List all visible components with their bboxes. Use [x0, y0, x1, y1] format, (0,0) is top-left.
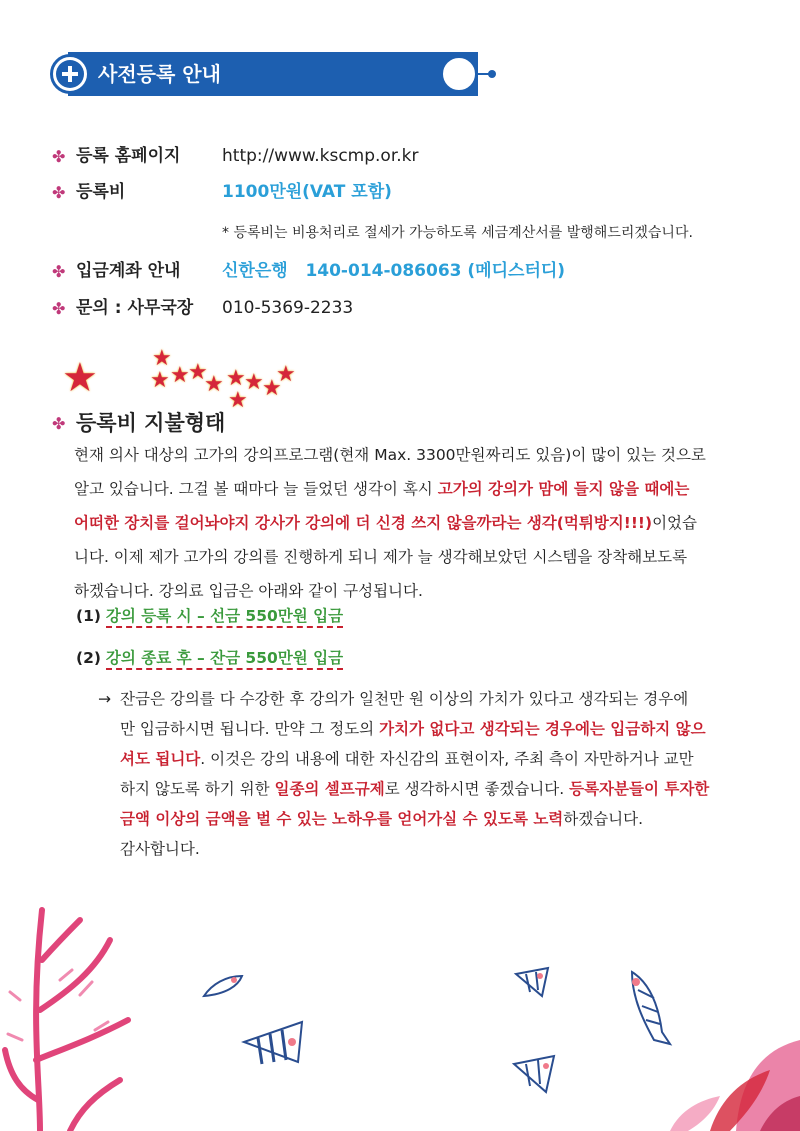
note-text: 잔금은 강의를 다 수강한 후 강의가 일천만 원 이상의 가치가 있다고 생각되는 경우에: [120, 690, 689, 708]
fish-icon: [198, 966, 246, 1004]
payment-item: [76, 604, 343, 628]
note-line: [120, 684, 688, 714]
header-node-dot: [488, 70, 496, 78]
coral-icon: [0, 900, 140, 1131]
payment-item: [76, 646, 343, 670]
item-number: (1): [76, 607, 101, 625]
homepage-label: 등록 홈페이지: [76, 146, 181, 166]
header-node-icon: [440, 55, 478, 93]
homepage-link[interactable]: http://www.kscmp.or.kr: [222, 146, 419, 166]
note-text: 하지 않도록 하기 위한: [120, 780, 275, 798]
paragraph-text: 이었습: [652, 514, 697, 532]
clover-bullet-icon: ✤: [52, 147, 66, 166]
item-number: (2): [76, 649, 101, 667]
paragraph-text: 하겠습니다. 강의료 입금은 아래와 같이 구성됩니다.: [74, 582, 423, 600]
clover-bullet-icon: ✤: [52, 299, 66, 318]
note-line: [120, 744, 694, 774]
clover-bullet-icon: ✤: [52, 414, 66, 433]
contact-label: 문의 : 사무국장: [76, 298, 194, 318]
arrow-icon: →: [98, 690, 111, 708]
star-icon: ★: [226, 366, 246, 391]
highlight-text: 가치가 없다고 생각되는 경우에는 입금하지 않으: [379, 720, 706, 738]
note-line: [120, 714, 706, 744]
clover-bullet-icon: ✤: [52, 183, 66, 202]
note-text: 로 생각하시면 좋겠습니다.: [384, 780, 570, 798]
fish-icon: [510, 1050, 558, 1096]
note-line: [120, 774, 709, 804]
fish-icon: [512, 964, 552, 1000]
note-text: 만 입금하시면 됩니다. 만약 그 정도의: [120, 720, 380, 738]
coral-icon: [640, 1020, 800, 1131]
highlight-text: 일종의 셀프규제: [274, 780, 385, 798]
paragraph-line: [74, 472, 754, 506]
star-icon: ★: [188, 360, 208, 385]
star-icon: ★: [152, 346, 172, 371]
account-label: 입금계좌 안내: [76, 261, 181, 281]
star-icon: ★: [62, 355, 98, 401]
highlight-text: 고가의 강의가 맘에 들지 않을 때에는: [437, 480, 690, 498]
highlight-text: 등록자분들이 투자한: [569, 780, 710, 798]
item-text: 강의 등록 시 – 선금 550만원 입금: [106, 607, 343, 628]
paragraph-line: [74, 574, 754, 608]
account-value: 신한은행 140-014-086063 (메디스터디): [222, 261, 566, 281]
highlight-text: 셔도 됩니다: [120, 750, 201, 768]
page-title: 사전등록 안내: [98, 62, 221, 86]
paragraph-text: 현재 의사 대상의 고가의 강의프로그램(현재 Max. 3300만원짜리도 있음)이 많이 있는 것으로: [74, 446, 706, 464]
star-icon: ★: [276, 362, 296, 387]
note-text: 하겠습니다.: [563, 810, 644, 828]
paragraph-line: [74, 540, 754, 574]
star-icon: ★: [204, 372, 224, 397]
fish-icon: [238, 1012, 308, 1078]
star-icon: ★: [262, 376, 282, 401]
fee-note: * 등록비는 비용처리로 절세가 가능하도록 세금계산서를 발행해드리겠습니다.: [222, 225, 693, 241]
section-title: 등록비 지불형태: [76, 411, 226, 435]
paragraph-text: 니다. 이제 제가 고가의 강의를 진행하게 되니 제가 늘 생각해보았던 시스템을 장착해보도록: [74, 548, 688, 566]
paragraph-text: 알고 있습니다. 그걸 볼 때마다 늘 들었던 생각이 혹시: [74, 480, 438, 498]
clover-bullet-icon: ✤: [52, 262, 66, 281]
star-icon: ★: [150, 368, 170, 393]
fee-value: 1100만원(VAT 포함): [222, 182, 392, 202]
star-icon: ★: [244, 370, 264, 395]
note-text: 감사합니다.: [120, 840, 200, 858]
highlight-text: 금액 이상의 금액을 벌 수 있는 노하우를 얻어가실 수 있도록 노력: [120, 810, 564, 828]
item-text: 강의 종료 후 – 잔금 550만원 입금: [106, 649, 343, 670]
star-icon: ★: [170, 363, 190, 388]
note-text: . 이것은 강의 내용에 대한 자신감의 표현이자, 주최 측이 자만하거나 교만: [200, 750, 694, 768]
plus-icon: [56, 60, 84, 88]
highlight-text: 어떠한 장치를 걸어놔야지 강사가 강의에 더 신경 쓰지 않을까라는 생각(먹튀방지!!!): [74, 514, 653, 532]
contact-value: 010-5369-2233: [222, 298, 354, 318]
paragraph-line: [74, 438, 754, 472]
star-icon: ★: [228, 388, 248, 413]
paragraph-line: [74, 506, 754, 540]
fee-label: 등록비: [76, 182, 126, 202]
note-line: [120, 834, 200, 864]
note-line: [120, 804, 643, 834]
